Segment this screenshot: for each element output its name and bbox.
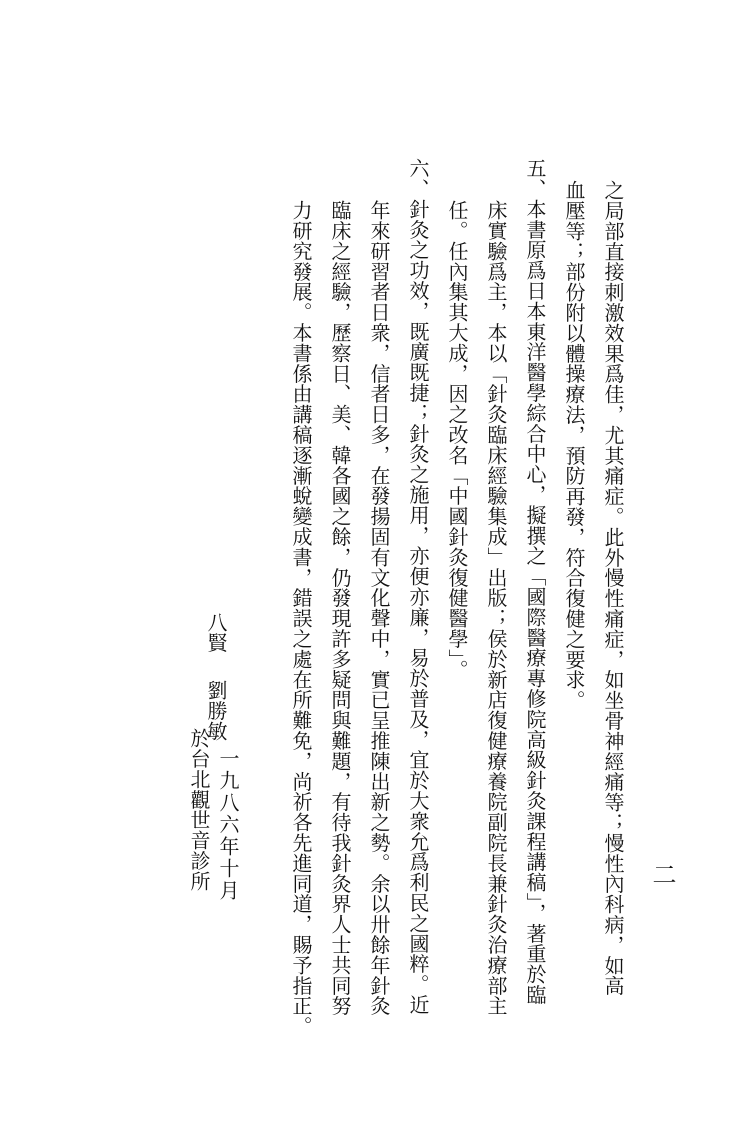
text-column-8: 臨床之經驗，歷察日、美、韓各國之餘，仍發現許多疑問與難題，有待我針灸界人士共同努 bbox=[328, 200, 352, 1016]
page-number: 二 bbox=[648, 862, 676, 886]
text-column-3: 五、本書原爲日本東洋醫學綜合中心，擬撰之「國際醫療專修院高級針灸課程講稿」，著重於臨 bbox=[523, 158, 547, 1005]
signature-date: 一九八六年十月 bbox=[216, 748, 240, 902]
signature-author: 劉勝敏 bbox=[204, 680, 228, 742]
text-column-7: 年來研習者日衆，信者日多，在發揚固有文化聲中，實已呈推陳出新之勢。余以卅餘年針灸 bbox=[367, 200, 391, 1016]
text-column-6: 六、針灸之功效，既廣既捷；針灸之施用，亦便亦廉，易於普及，宜於大衆允爲利民之國粹。近 bbox=[406, 158, 430, 1015]
text-column-9: 力研究發展。本書係由講稿逐漸蛻變成書，錯誤之處在所難免，尚祈各先進同道，賜予指正。 bbox=[289, 200, 313, 1037]
text-column-2: 血壓等；部份附以體操療法，預防再發，符合復健之要求。 bbox=[562, 180, 586, 711]
text-column-4: 床實驗爲主，本以「針灸臨床經驗集成」出版；侯於新店復健療養院副院長兼針灸治療部主 bbox=[484, 200, 508, 1016]
text-column-5: 任。任內集其大成，因之改名「中國針灸復健醫學」。 bbox=[445, 200, 469, 680]
text-column-1: 之局部直接刺激效果爲佳，尤其痛症。此外慢性痛症，如坐骨神經痛等；慢性內科病，如高 bbox=[601, 180, 625, 996]
signature-place: 八賢 bbox=[204, 612, 228, 653]
signature-location: 於台北觀世音診所 bbox=[187, 728, 211, 892]
